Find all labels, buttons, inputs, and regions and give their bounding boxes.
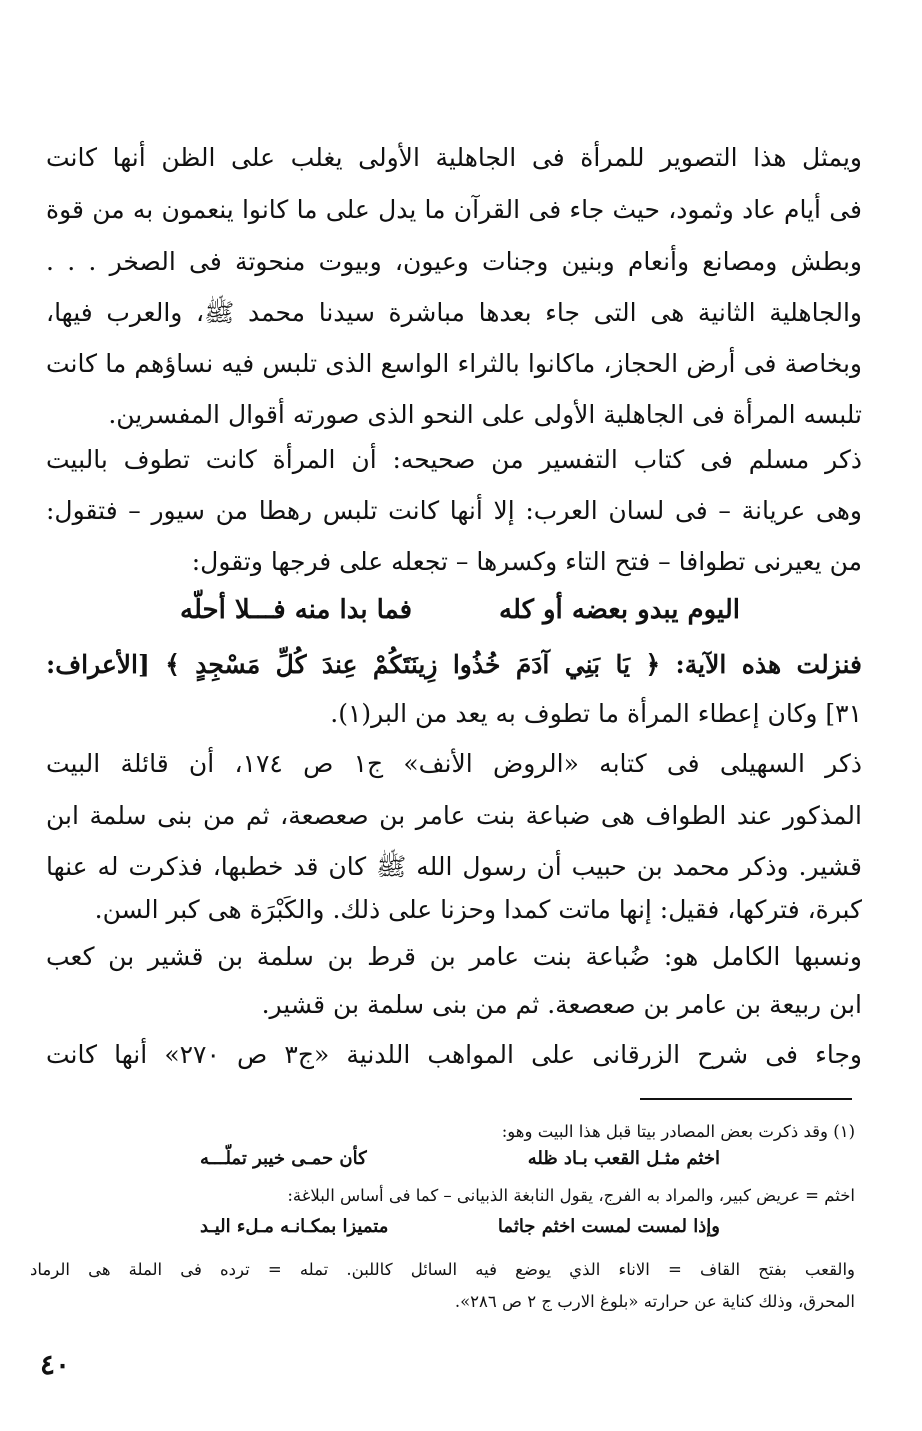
poem-verse xyxy=(180,586,740,634)
body-line: كبرة، فتركها، فقيل: إنها ماتت كمدا وحزنا على ذلك. والكَبْرَة هى كبر السن. xyxy=(94,895,862,924)
body-line: وجاء فى شرح الزرقانى على المواهب اللدنية «ج٣ ص ٢٧٠» أنها كانت xyxy=(46,1040,862,1069)
body-line: ذكر السهيلى فى كتابه «الروض الأنف» ج١ ص ١٧٤، أن قائلة البيت xyxy=(46,749,862,778)
body-line: فى أيام عاد وثمود، حيث جاء فى القرآن ما يدل على ما كانوا ينعمون به من قوة xyxy=(46,195,862,224)
body-line: ابن ربيعة بن عامر بن صعصعة. ثم من بنى سلمة بن قشير. xyxy=(261,990,862,1019)
verse-hemistich-2: فما بدا منه فـــلا أحلّه xyxy=(180,595,413,625)
footnote-gloss: المحرق، وذلك كناية عن حرارته «بلوغ الارب ج ٢ ص ٢٨٦». xyxy=(454,1292,855,1311)
body-line: وبطش ومصانع وأنعام وبنين وجنات وعيون، وبيوت منحوتة فى الصخر . . . xyxy=(46,247,862,276)
footnote-verse-2-hemistich-2: متميزا بمكـانـه مـلء اليـد xyxy=(200,1216,389,1237)
body-line: والجاهلية الثانية هى التى جاء بعدها مباشرة سيدنا محمد ﷺ، والعرب فيها، xyxy=(46,298,862,327)
body-line: قشير. وذكر محمد بن حبيب أن رسول الله ﷺ كان قد خطبها، فذكرت له عنها xyxy=(46,852,862,881)
body-line: تلبسه المرأة فى الجاهلية الأولى على النحو الذى صورته أقوال المفسرين. xyxy=(108,400,862,429)
footnote-verse-1 xyxy=(200,1144,720,1174)
body-line: من يعيرنى تطوافا – فتح التاء وكسرها – تجعله على فرجها وتقول: xyxy=(191,547,862,576)
verse-hemistich-1: اليوم يبدو بعضه أو كله xyxy=(499,595,740,625)
footnote-verse-2 xyxy=(200,1212,720,1242)
footnote-intro: (١) وقد ذكرت بعض المصادر بيتا قبل هذا البيت وهو: xyxy=(501,1122,855,1141)
body-line: وهى عريانة – فى لسان العرب: إلا أنها كانت تلبس رهطا من سيور – فتقول: xyxy=(46,496,862,525)
body-line: ويمثل هذا التصوير للمرأة فى الجاهلية الأولى يغلب على الظن أنها كانت xyxy=(46,143,862,172)
body-line: ٣١] وكان إعطاء المرأة ما تطوف به يعد من البر(١). xyxy=(330,699,862,728)
page-number: ٤٠ xyxy=(40,1348,71,1381)
body-line-quran: فنزلت هذه الآية: ﴿ يَا بَنِي آدَمَ خُذُوا زِينَتَكُمْ عِندَ كُلِّ مَسْجِدٍ ﴾ [الأعراف: xyxy=(46,650,862,679)
body-line: ذكر مسلم فى كتاب التفسير من صحيحه: أن المرأة كانت تطوف بالبيت xyxy=(46,445,862,474)
footnote-verse-2-hemistich-1: وإذا لمست لمست اخثم جاثما xyxy=(497,1216,720,1237)
footnote-gloss: والقعب بفتح القاف = الاناء الذي يوضع فيه السائل كاللبن. تمله = ترده فى الملة هى الرماد xyxy=(30,1260,855,1279)
footnote-verse-1-hemistich-2: كأن حمـى خيبر تملّـــه xyxy=(200,1148,367,1169)
footnote-verse-1-hemistich-1: اخثم مثـل القعب بـاد ظله xyxy=(527,1148,720,1169)
body-line: ونسبها الكامل هو: ضُباعة بنت عامر بن قرط بن سلمة بن قشير بن كعب xyxy=(46,942,862,971)
footnote-separator xyxy=(640,1098,852,1100)
body-line: وبخاصة فى أرض الحجاز، ماكانوا بالثراء الواسع الذى تلبس فيه نساؤهم ما كانت xyxy=(46,349,862,378)
footnote-gloss: اخثم = عريض كبير، والمراد به الفرج، يقول النابغة الذبيانى – كما فى أساس البلاغة: xyxy=(287,1186,855,1205)
body-line: المذكور عند الطواف هى ضباعة بنت عامر بن صعصعة، ثم من بنى سلمة ابن xyxy=(46,801,862,830)
